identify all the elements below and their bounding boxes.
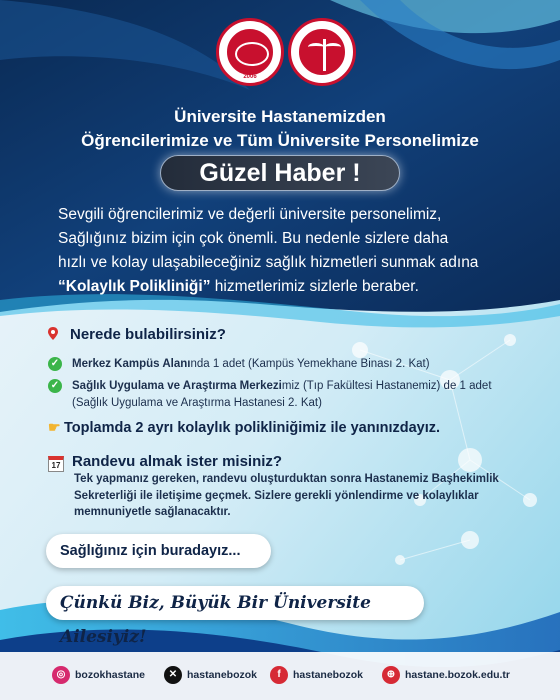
- good-news-title: Güzel Haber !: [160, 155, 400, 191]
- check-icon: ✓: [48, 379, 62, 393]
- intro-line2: Sağlığınız bizim için çok önemli. Bu nedenle sizlere daha: [58, 230, 449, 247]
- headline-line1: Üniversite Hastanemizden: [174, 107, 386, 126]
- facebook-icon: f: [270, 666, 288, 684]
- website-link[interactable]: ⊕ hastane.bozok.edu.tr: [382, 662, 510, 688]
- headline-line2: Öğrencilerimize ve Tüm Üniversite Personelimize: [81, 131, 479, 150]
- family-slogan-pill: Çünkü Biz, Büyük Bir Üniversite Ailesiyiz!: [46, 586, 424, 620]
- pointing-hand-icon: ☛: [48, 419, 61, 435]
- x-icon: ✕: [164, 666, 182, 684]
- university-logos: [214, 14, 354, 94]
- clinic-name: “Kolaylık Polikliniği”: [58, 278, 211, 295]
- calendar-icon: 17: [48, 456, 64, 472]
- logo-year: 2006: [243, 74, 257, 80]
- headline: [0, 105, 560, 153]
- instagram-icon: ◎: [52, 666, 70, 684]
- facebook-link[interactable]: f hastanebozok: [270, 662, 363, 688]
- intro-paragraph: [58, 203, 528, 299]
- instagram-link[interactable]: ◎ bozokhastane: [52, 662, 145, 688]
- pin-icon: [48, 327, 58, 340]
- globe-icon: ⊕: [382, 666, 400, 684]
- check-icon: ✓: [48, 357, 62, 371]
- intro-line1: Sevgili öğrencilerimiz ve değerli üniversite personelimiz,: [58, 206, 442, 223]
- intro-line4: “Kolaylık Polikliniği” hizmetlerimiz sizlerle beraber.: [58, 278, 419, 295]
- appointment-body: Tek yapmanız gereken, randevu oluşturduktan sonra Hastanemiz Başhekimlik Sekreterliği ile iletişime geçmek. Sizlere gerekli yönlendirme ve kolaylıklar memnuniyetle sağlanacaktır.: [74, 473, 499, 518]
- appointment-title: 17 Randevu almak ister misiniz?: [48, 453, 282, 470]
- social-footer: [0, 662, 560, 688]
- intro-line3: hızlı ve kolay ulaşabileceğiniz sağlık hizmetleri sunmak adına: [58, 254, 479, 271]
- x-link[interactable]: ✕ hastanebozok: [164, 662, 257, 688]
- total-text: ☛ Toplamda 2 ayrı kolaylık polikliniğimiz ile yanınızdayız.: [48, 419, 441, 436]
- slogan-pill: Sağlığınız için buradayız...: [46, 534, 271, 568]
- where-title: Nerede bulabilirsiniz?: [48, 326, 226, 343]
- university-logo: [216, 18, 284, 86]
- hospital-logo: [288, 18, 356, 86]
